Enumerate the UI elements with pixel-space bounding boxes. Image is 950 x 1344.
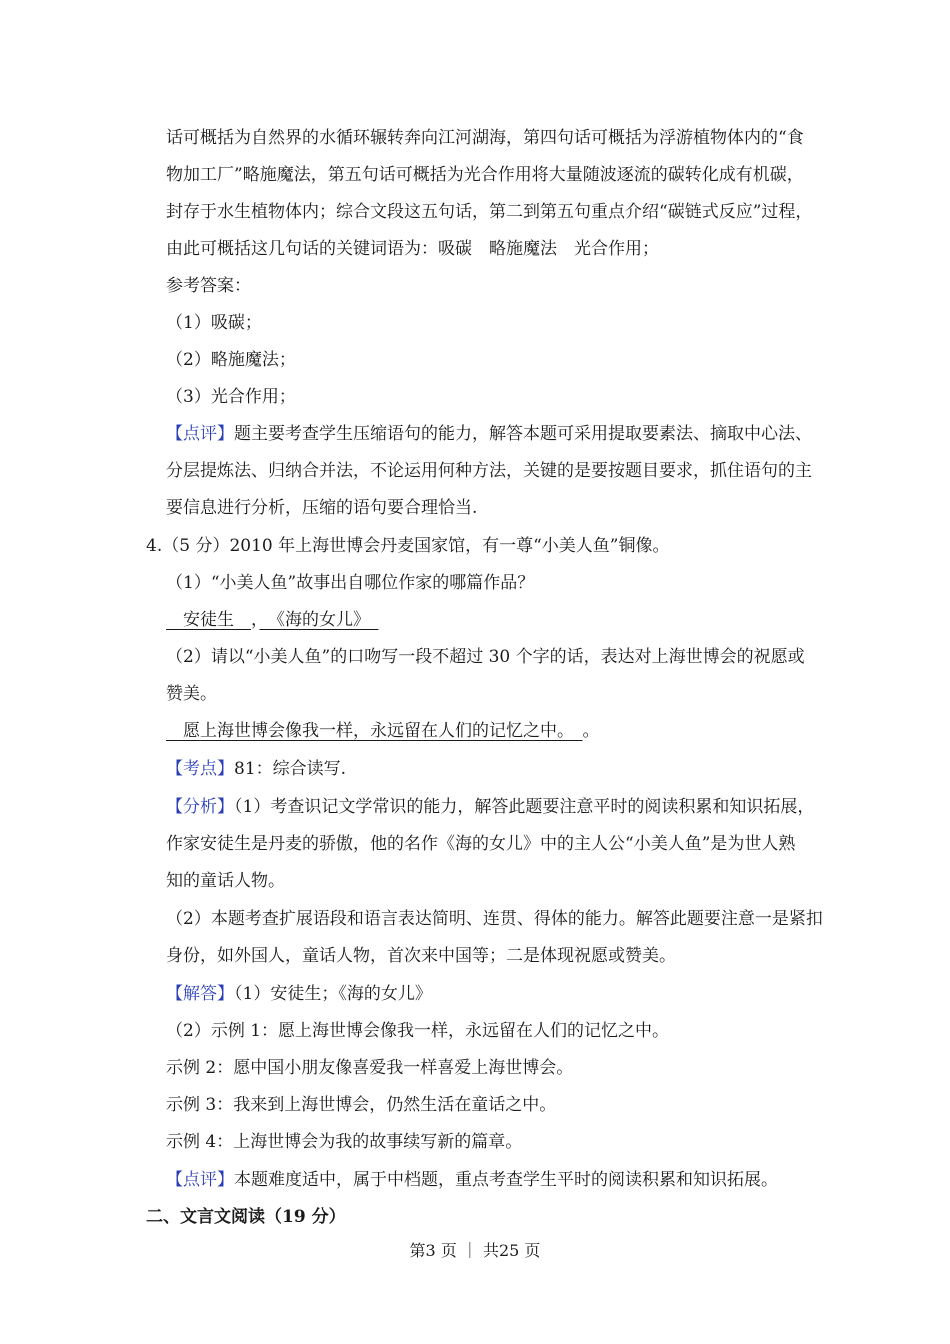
answer-separator: ，: [251, 610, 260, 630]
jieda-line: [166, 982, 432, 1006]
fenxi-line: （2）本题考查扩展语段和语言表达简明、连贯、得体的能力。解答此题要注意一是紧扣: [166, 909, 823, 929]
reference-answer-item: （3）光合作用；: [166, 387, 296, 407]
question-4-sub1: （1）“小美人鱼”故事出自哪位作家的哪篇作品？: [166, 573, 535, 593]
text-line: 由此可概括这几句话的关键词语为：吸碳 略施魔法 光合作用；: [166, 239, 659, 259]
dianping-text: 本题难度适中，属于中档题，重点考查学生平时的阅读积累和知识拓展。: [234, 1170, 778, 1190]
question-4-sub2: （2）请以“小美人鱼”的口吻写一段不超过 30 个字的话，表达对上海世博会的祝愿或: [166, 647, 805, 667]
answer-work: 《海的女儿》: [259, 610, 379, 630]
fenxi-line: 身份，如外国人，童话人物，首次来中国等；二是体现祝愿或赞美。: [166, 946, 676, 966]
question-4-heading: 4.（5 分）2010 年上海世博会丹麦国家馆，有一尊“小美人鱼”铜像。: [146, 536, 670, 556]
text-line: 封存于水生植物体内；综合文段这五句话，第二到第五句重点介绍“碳链式反应”过程，: [166, 202, 813, 222]
jieda-text: （1）安徒生；《海的女儿》: [234, 984, 432, 1004]
jieda-tag: 【解答】: [166, 984, 234, 1004]
fenxi-line: 知的童话人物。: [166, 871, 285, 891]
answer-wish: 愿上海世博会像我一样，永远留在人们的记忆之中。: [166, 721, 583, 741]
reference-answer-item: （1）吸碳；: [166, 313, 262, 333]
fenxi-line: [166, 795, 814, 819]
fenxi-line: 作家安徒生是丹麦的骄傲，他的名作《海的女儿》中的主人公“小美人鱼”是为世人熟: [166, 834, 796, 854]
question-4-sub2-cont: 赞美。: [166, 684, 217, 704]
text-line: 话可概括为自然界的水循环辗转奔向江河湖海，第四句话可概括为浮游植物体内的“食: [166, 128, 804, 148]
fenxi-tag: 【分析】: [166, 797, 234, 817]
example-line: 示例 3：我来到上海世博会，仍然生活在童话之中。: [166, 1095, 557, 1115]
example-line: 示例 2：愿中国小朋友像喜爱我一样喜爱上海世博会。: [166, 1058, 574, 1078]
comment-text: 题主要考查学生压缩语句的能力，解答本题可采用提取要素法、摘取中心法、: [234, 424, 812, 444]
reference-answer-label: 参考答案：: [166, 276, 251, 296]
answer-end-mark: 。: [582, 721, 600, 741]
comment-tag: 【点评】: [166, 424, 234, 444]
fenxi-text: （1）考查识记文学常识的能力，解答此题要注意平时的阅读积累和知识拓展，: [234, 797, 815, 817]
answer-line-2: [166, 719, 600, 743]
answer-author: 安徒生: [166, 610, 251, 630]
comment-line: [166, 422, 812, 446]
page-footer: 第3 页 ｜ 共25 页: [409, 1241, 541, 1260]
dianping-tag: 【点评】: [166, 1170, 234, 1190]
example-line: 示例 4：上海世博会为我的故事续写新的篇章。: [166, 1132, 523, 1152]
section-heading: 二、文言文阅读（19 分）: [146, 1207, 346, 1227]
kaodian-text: 81：综合读写.: [234, 759, 347, 779]
text-line: 物加工厂”略施魔法，第五句话可概括为光合作用将大量随波逐流的碳转化成有机碳，: [166, 165, 804, 185]
kaodian-tag: 【考点】: [166, 759, 234, 779]
comment-line: 要信息进行分析，压缩的语句要合理恰当.: [166, 498, 478, 518]
kaodian-line: [166, 757, 346, 781]
dianping-line: [166, 1168, 778, 1192]
comment-line: 分层提炼法、归纳合并法，不论运用何种方法，关键的是要按题目要求，抓住语句的主: [166, 461, 812, 481]
reference-answer-item: （2）略施魔法；: [166, 350, 296, 370]
jieda-line: （2）示例 1：愿上海世博会像我一样，永远留在人们的记忆之中。: [166, 1021, 670, 1041]
answer-line-1: [166, 608, 379, 632]
